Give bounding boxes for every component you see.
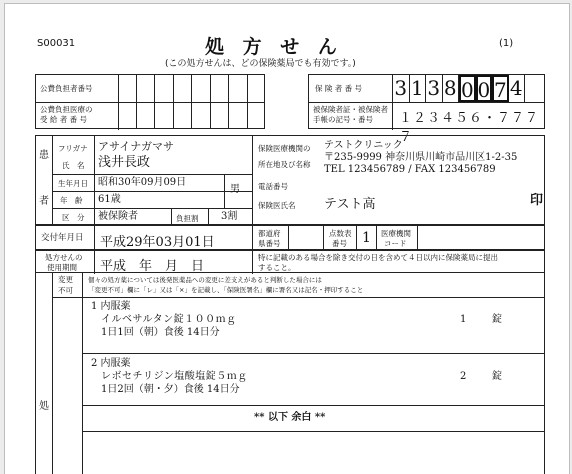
patient-age: 61歳 [98, 194, 121, 205]
issue-date: 平成29年03月01日 [100, 235, 215, 250]
insured-card-label-1: 被保険者証・被保険者 [313, 105, 388, 114]
page-number: (1) [499, 38, 514, 49]
change-note-2: 「変更不可」欄に「レ」又は「×」を記載し、「保険医署名」欄に署名又は記名・押印すること [88, 286, 364, 294]
validity-date: 平成 年 月 日 [100, 259, 205, 274]
patient-furigana: アサイナガマサ [98, 140, 175, 153]
insurer-digit: 0 [476, 75, 493, 102]
patient-side-label-1: 患 [39, 150, 49, 161]
insurer-digit: 4 [509, 75, 526, 102]
change-label-2: 不可 [58, 286, 73, 295]
patient-side-label-2: 者 [39, 196, 49, 207]
drug-unit: 錠 [492, 314, 502, 325]
public-recipient-cells [118, 102, 248, 129]
patient-birth: 昭和30年09月09日 [98, 177, 187, 188]
age-label: 年 齢 [60, 196, 83, 205]
closing-remark: ** 以下 余白 ** [254, 412, 326, 423]
insurer-digit: 8 [443, 75, 460, 102]
doctor-seal: 印 [530, 193, 544, 208]
issue-date-row [35, 225, 545, 250]
institution-label: 保険医療機関の [258, 144, 311, 153]
public-payer-cells [118, 75, 266, 102]
address-label: 所在地及び名称 [258, 160, 311, 169]
public-payer-label: 公費負担者番号 [40, 84, 93, 93]
public-recipient-label-1: 公費負担医療の [40, 105, 93, 114]
drug-name: レボセチリジン塩酸塩錠５ｍｇ [101, 371, 248, 382]
public-recipient-label-2: 受 給 者 番 号 [40, 115, 88, 124]
insurer-digit: 1 [410, 75, 427, 102]
prescription-area [35, 273, 545, 474]
drug-usage: 1日1回（朝）食後 14日分 [101, 327, 220, 338]
patient-copay: 3割 [221, 211, 238, 222]
phone-label: 電話番号 [258, 182, 288, 191]
category-label: 区 分 [62, 213, 85, 222]
insurer-digit: 7 [492, 75, 509, 102]
insurer-number-label: 保 険 者 番 号 [315, 84, 363, 93]
patient-category: 被保険者 [98, 211, 138, 222]
change-label-1: 変更 [58, 275, 73, 284]
document-title: 処 方 せ ん [205, 36, 343, 58]
prescription-side-label: 処 [39, 401, 49, 412]
public-payer-box [35, 74, 265, 129]
name-label: 氏 名 [62, 161, 85, 170]
insurer-digit: 3 [426, 75, 443, 102]
validity-label-1: 処方せんの [45, 253, 83, 262]
prescription-sheet [4, 3, 570, 474]
doctor-label: 保険医氏名 [258, 201, 296, 210]
clinic-name: テストクリニック [324, 140, 403, 151]
pref-number-label-2: 県番号 [258, 239, 281, 248]
score-table-number: 1 [362, 230, 371, 246]
validity-row [35, 250, 545, 273]
institution-code-label-1: 医療機関 [381, 229, 411, 238]
insured-card-number: １２３４５６・７７７７ [399, 111, 540, 145]
patient-clinic-block [35, 135, 545, 225]
insured-card-label-2: 手帳の記号・番号 [313, 115, 373, 124]
score-table-label-1: 点数表 [329, 229, 352, 238]
change-note-1: 個々の処方薬については後発医薬品への変更に差支えがあると判断した場合には [88, 276, 322, 284]
score-table-label-2: 番号 [332, 239, 347, 248]
insurer-digit: 0 [459, 75, 476, 102]
drug-dose: 2 [460, 371, 467, 382]
doctor-name: テスト高 [324, 197, 376, 212]
pref-number-label-1: 都道府 [258, 229, 281, 238]
document-subtitle: (この処方せんは、どの保険薬局でも有効です。) [165, 59, 356, 69]
insurer-digits [393, 75, 545, 102]
validity-note: 特に記載のある場合を除き交付の日を含めて４日以内に保険薬局に提出すること。 [258, 253, 498, 272]
furigana-label: フリガナ [58, 144, 88, 153]
patient-name: 浅井長政 [98, 155, 151, 170]
clinic-phone: TEL 123456789 / FAX 123456789 [324, 164, 496, 175]
clinic-address: 〒235-9999 神奈川県川崎市品川区1-2-35 [324, 152, 518, 163]
patient-sex: 男 [230, 184, 240, 195]
prescription-header: 2 内服薬 [91, 358, 131, 369]
prescription-header: 1 内服薬 [91, 301, 131, 312]
document-id: S00031 [37, 38, 76, 49]
drug-unit: 錠 [492, 371, 502, 382]
insurer-box [308, 74, 545, 145]
drug-usage: 1日2回（朝・夕）食後 14日分 [101, 384, 240, 395]
validity-label-2: 使用期間 [47, 263, 77, 272]
issue-date-label: 交付年月日 [41, 233, 84, 243]
birth-label: 生年月日 [58, 179, 88, 188]
copay-label: 負担割 [176, 214, 199, 223]
drug-name: イルベサルタン錠１００ｍｇ [101, 314, 237, 325]
drug-dose: 1 [460, 314, 467, 325]
institution-code-label-2: コード [384, 239, 407, 248]
insurer-digit: 3 [393, 75, 410, 102]
